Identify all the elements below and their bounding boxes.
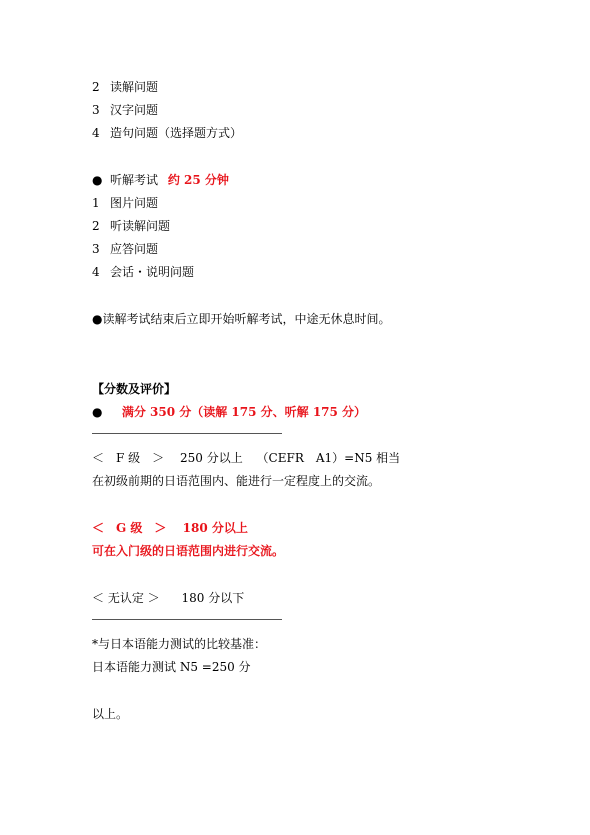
full-score: 满分 350 分（读解 175 分、听解 175 分） bbox=[121, 405, 367, 419]
g-grade-desc: 可在入门级的日语范围内进行交流。 bbox=[92, 544, 285, 558]
list-item: 4 造句问题（选择题方式） bbox=[92, 126, 243, 140]
listening-heading: ● 听解考试 约 25 分钟 bbox=[92, 173, 229, 187]
list-item: 4 会话・说明问题 bbox=[92, 265, 195, 279]
end-text: 以上。 bbox=[92, 707, 129, 721]
none-grade-line: ＜ 无认定 ＞ 180 分以下 bbox=[92, 591, 245, 605]
separator-line bbox=[92, 619, 282, 620]
full-score-line: ● 满分 350 分（读解 175 分、听解 175 分） bbox=[92, 405, 367, 419]
list-item: 2 听读解问题 bbox=[92, 219, 171, 233]
compare-title: *与日本语能力测试的比较基准： bbox=[92, 637, 267, 651]
list-item: 3 应答问题 bbox=[92, 242, 159, 256]
list-item: 3 汉字问题 bbox=[92, 103, 159, 117]
listening-duration: 约 25 分钟 bbox=[167, 173, 229, 187]
g-grade-line: ＜ G 级 ＞ 180 分以上 bbox=[92, 521, 248, 535]
f-grade-desc: 在初级前期的日语范围内、能进行一定程度上的交流。 bbox=[92, 474, 381, 488]
note-text: ●读解考试结束后立即开始听解考试，中途无休息时间。 bbox=[92, 312, 391, 326]
section-title: 【分数及评价】 bbox=[92, 382, 177, 396]
list-item: 1 图片问题 bbox=[92, 196, 159, 210]
f-grade-line: ＜ F 级 ＞ 250 分以上 （CEFR A1）=N5 相当 bbox=[92, 451, 401, 465]
compare-value: 日本语能力测试 N5 =250 分 bbox=[92, 660, 251, 674]
separator-line bbox=[92, 433, 282, 434]
list-item: 2 读解问题 bbox=[92, 80, 159, 94]
